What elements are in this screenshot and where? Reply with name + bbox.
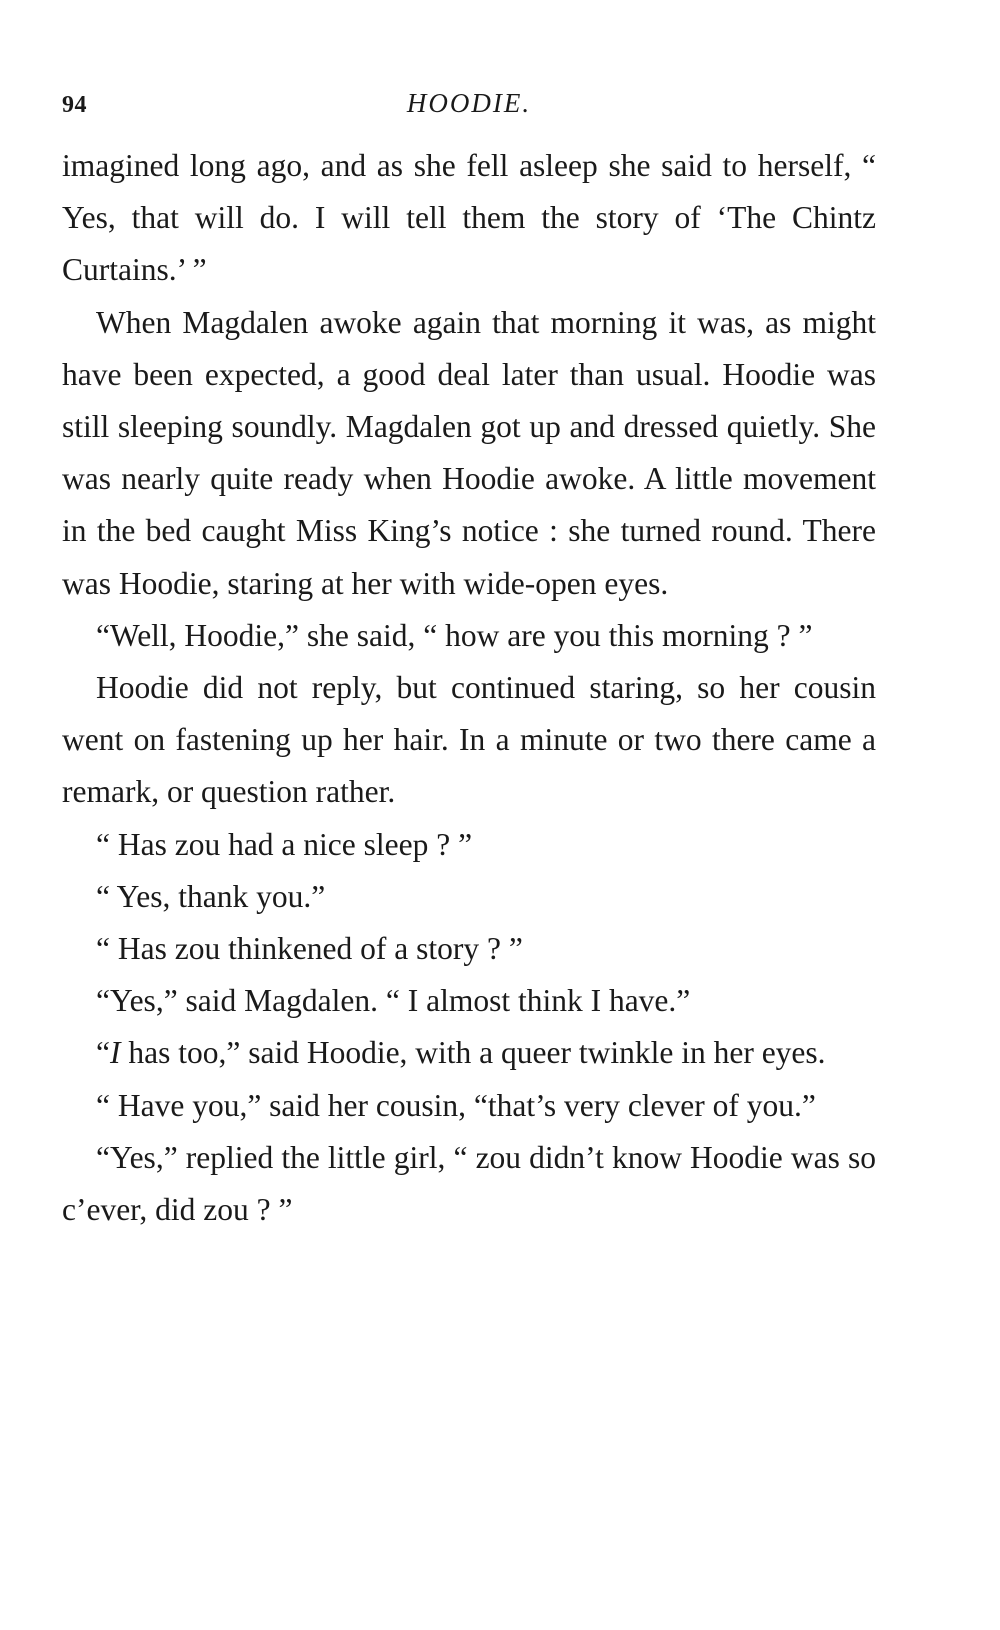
paragraph-dialogue: “ Yes, thank you.” bbox=[96, 878, 326, 914]
page-number: 94 bbox=[62, 92, 87, 118]
paragraph-dialogue: “ Have you,” said her cousin, “that’s very clever of you.” bbox=[96, 1087, 816, 1123]
paragraph-dialogue: “Yes,” said Magdalen. “ I almost think I have.” bbox=[96, 983, 691, 1019]
paragraph-hoodie-staring: Hoodie did not reply, but continued staring, so her cousin went on fastening up her hair. In a minute or two there came a remark, or question rather. bbox=[62, 670, 876, 810]
paragraph-dialogue: “ Has zou had a nice sleep ? ” bbox=[96, 826, 473, 862]
paragraph-dialogue-italic bbox=[62, 1027, 876, 1079]
body-text bbox=[62, 140, 876, 1236]
paragraph-dialogue: “Well, Hoodie,” she said, “ how are you this morning ? ” bbox=[96, 617, 813, 653]
paragraph-rest: has too,” said Hoodie, with a queer twinkle in her eyes. bbox=[120, 1035, 826, 1071]
running-head bbox=[62, 70, 876, 140]
running-title: HOODIE. bbox=[406, 88, 532, 118]
paragraph-dialogue: “Yes,” replied the little girl, “ zou didn’t know Hoodie was so c’ever, did zou ? ” bbox=[62, 1139, 876, 1228]
paragraph-magdalen-awoke: When Magdalen awoke again that morning it was, as might have been expected, a good deal later than usual. Hoodie was still sleeping soundly. Magdalen got up and dressed quietly. She was nearly quite ready when Hoodie awoke. A little movement in the bed caught Miss King’s notice : she turned round. There was Hoodie, staring at her with wide-open eyes. bbox=[62, 304, 876, 601]
opening-quote: “ bbox=[96, 1035, 110, 1071]
paragraph-dialogue: “ Has zou thinkened of a story ? ” bbox=[96, 931, 523, 967]
italic-word: I bbox=[109, 1035, 121, 1071]
book-page bbox=[62, 70, 876, 1236]
paragraph-continuation: imagined long ago, and as she fell asleep she said to herself, “ Yes, that will do. I will tell them the story of ‘The Chintz Curtains.’ ” bbox=[62, 148, 876, 288]
